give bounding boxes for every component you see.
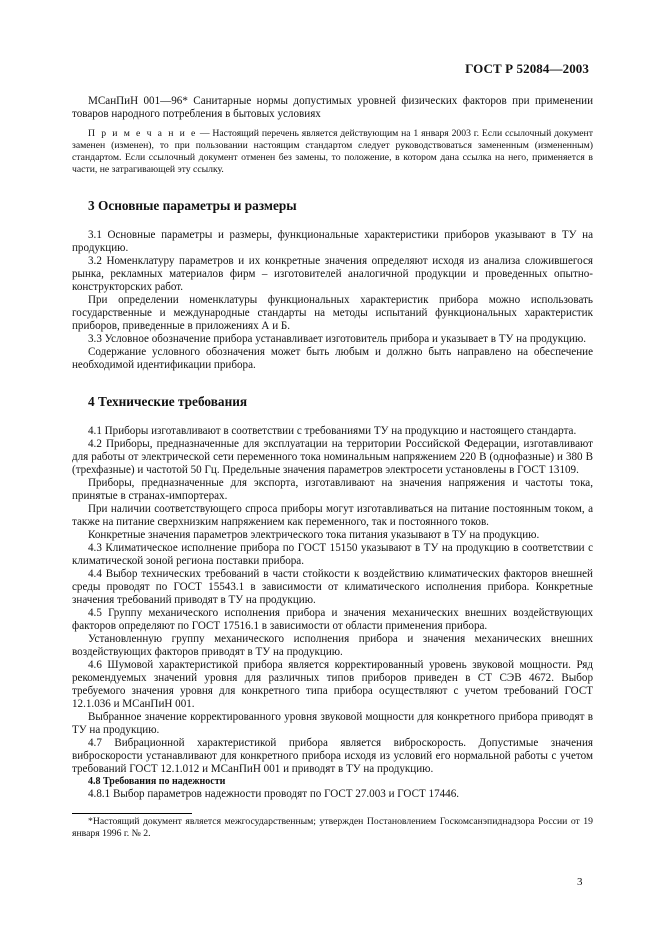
paragraph-4-6-b: Выбранное значение корректированного уровня звуковой мощности для конкретного прибора приводят в ТУ на продукцию. — [72, 711, 593, 736]
paragraph-3-3-b: Содержание условного обозначения может быть любым и должно быть направлено на обеспечение необходимой идентификации прибора. — [72, 346, 593, 371]
reference-note — [72, 128, 593, 176]
document-body — [72, 95, 593, 801]
paragraph-4-1: 4.1 Приборы изготавливают в соответствии с требованиями ТУ на продукцию и настоящего стандарта. — [88, 425, 577, 437]
paragraph-4-6: 4.6 Шумовой характеристикой прибора является корректированный уровень звуковой мощности. Ряд рекомендуемых значений уровня для различных типов приборов приведен в СТ СЭВ 4672. Выбор требуемого значения уровня для конкретного типа прибора осуществляют с учетом требований ГОСТ 12.1.036 и МСанПиН 001. — [72, 659, 593, 710]
note-text: — Настоящий перечень является действующим на 1 января 2003 г. Если ссылочный документ заменен (изменен), то при пользовании настоящим стандартом следует руководствоваться замененным (измененным) стандартом. Если ссылочный документ отменен без замены, то положение, в котором дана ссылка на него, применяется в части, не затрагивающей эту ссылку. — [72, 128, 593, 175]
paragraph-4-2-d: Конкретные значения параметров электрического тока питания указывают в ТУ на продукцию. — [88, 529, 540, 541]
paragraph-4-5-b: Установленную группу механического исполнения прибора и значения механических внешних воздействующих факторов приводят в ТУ на продукцию. — [72, 633, 593, 658]
footnote-divider — [72, 813, 192, 814]
paragraph-3-1: 3.1 Основные параметры и размеры, функциональные характеристики приборов указывают в ТУ на продукцию. — [72, 229, 593, 254]
paragraph-4-2-c: При наличии соответствующего спроса приборы могут изготавливаться на питание постоянным током, а также на питание сверхнизким напряжением как переменного, так и постоянного токов. — [72, 503, 593, 528]
paragraph-3-2: 3.2 Номенклатуру параметров и их конкретные значения определяют исходя из анализа сложившегося рынка, рекламных материалов фирм – изготовителей аналогичной продукции и проведенных опытно-конструкторских работ. — [72, 255, 593, 293]
paragraph-4-8-1: 4.8.1 Выбор параметров надежности проводят по ГОСТ 27.003 и ГОСТ 17446. — [88, 788, 460, 800]
footnote: *Настоящий документ является межгосударственным; утвержден Постановлением Госкомсанэпиднадзора России от 19 января 1996 г. № 2. — [72, 816, 593, 839]
paragraph-3-3: 3.3 Условное обозначение прибора устанавливает изготовитель прибора и указывает в ТУ на продукцию. — [88, 333, 587, 345]
paragraph-4-2-b: Приборы, предназначенные для экспорта, изготавливают на значения напряжения и частоты тока, принятые в странах-импортерах. — [72, 477, 593, 502]
note-label: П р и м е ч а н и е — [88, 128, 198, 139]
section-3-heading: 3 Основные параметры и размеры — [88, 198, 297, 213]
subsection-4-8-heading: 4.8 Требования по надежности — [88, 776, 226, 787]
sanpin-reference: МСанПиН 001—96* Санитарные нормы допустимых уровней физических факторов при применении товаров народного потребления в бытовых условиях — [72, 95, 593, 120]
section-4-heading: 4 Технические требования — [88, 394, 248, 409]
paragraph-4-2: 4.2 Приборы, предназначенные для эксплуатации на территории Российской Федерации, изготавливают для работы от электрической сети переменного тока номинальным напряжением 220 В (однофазные) и 380 В (трехфазные) и частотой 50 Гц. Предельные значения параметров электросети установлены в ГОСТ 13109. — [72, 438, 593, 476]
paragraph-4-7: 4.7 Вибрационной характеристикой прибора является виброскорость. Допустимые значения виброскорости устанавливают для конкретного прибора исходя из условий его нормальной работы с учетом требований ГОСТ 12.1.012 и МСанПиН 001 и приводят в ТУ на продукцию. — [72, 737, 593, 775]
paragraph-4-4: 4.4 Выбор технических требований в части стойкости к воздействию климатических факторов внешней среды проводят по ГОСТ 15543.1 в зависимости от климатического исполнения прибора. Конкретные значения требований приводят в ТУ на продукцию. — [72, 568, 593, 606]
standard-code-header: ГОСТ Р 52084—2003 — [465, 61, 589, 76]
paragraph-4-5: 4.5 Группу механического исполнения прибора и значения механических внешних воздействующих факторов определяют по ГОСТ 17516.1 в зависимости от области применения прибора. — [72, 607, 593, 632]
paragraph-4-3: 4.3 Климатическое исполнение прибора по ГОСТ 15150 указывают в ТУ на продукцию в соответствии с климатической зоной региона поставки прибора. — [72, 542, 593, 567]
paragraph-3-2-b: При определении номенклатуры функциональных характеристик прибора можно использовать государственные и международные стандарты на методы испытаний функциональных характеристик приборов, приведенные в приложениях А и Б. — [72, 294, 593, 332]
page-number: 3 — [577, 876, 583, 888]
